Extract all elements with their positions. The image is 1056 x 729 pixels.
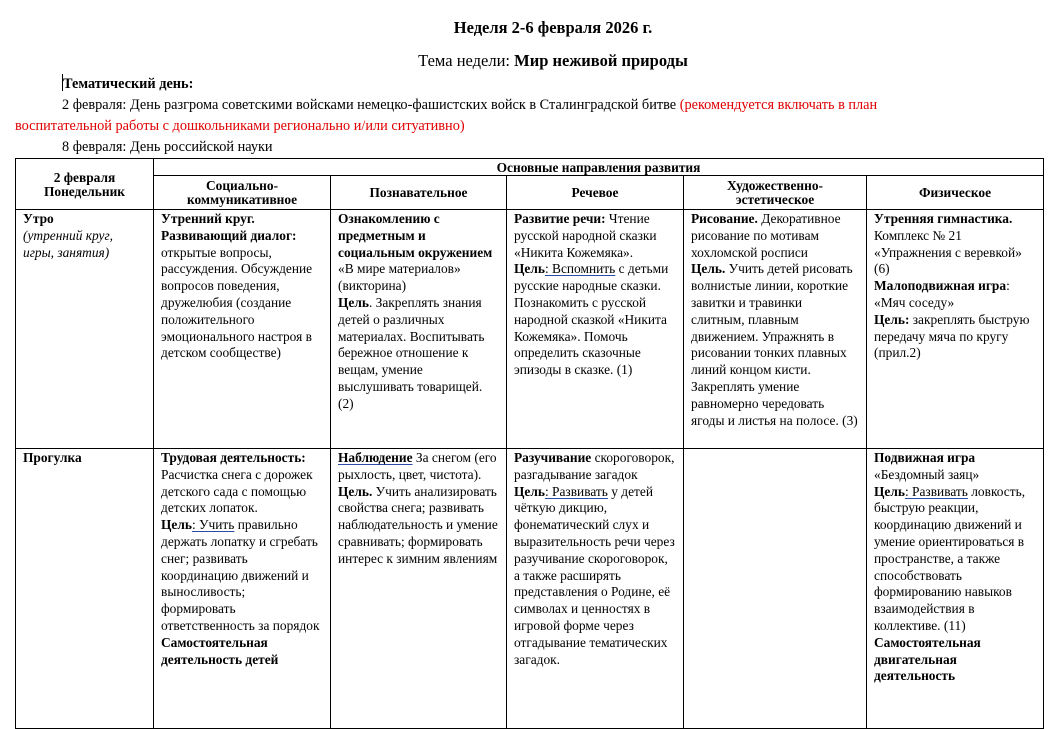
document-title: Неделя 2-6 февраля 2026 г. (453, 18, 653, 37)
morning-art-cell (684, 210, 867, 449)
morning-social-title: Утренний круг. (161, 211, 255, 226)
walk-label: Прогулка (23, 450, 82, 465)
feb2-note-line2: воспитательной работы с дошкольниками регионально и/или ситуативно) (15, 118, 465, 134)
walk-social-goal-verb: : Учить (191, 517, 235, 533)
morning-physical-goal-label: Цель: (874, 311, 910, 327)
morning-art-title: Рисование. (691, 211, 758, 226)
day-cell (16, 159, 154, 210)
week-theme (0, 51, 1056, 71)
walk-social-cell (154, 449, 331, 729)
walk-social-text: правильно держать лопатку и сгребать снег; развивать координацию движений и выносливость; формировать ответственность за порядок (161, 517, 320, 633)
morning-social-text: открытые вопросы, рассуждения. Обсуждение вопросов поведения, дружелюбия (создание положительного эмоционального настроя в детском сообществе) (161, 244, 313, 361)
morning-cognitive-title: Ознакомлению с предметным и социальным окружением (338, 211, 493, 260)
morning-cognitive-topic: «В мире материалов» (викторина) (338, 261, 461, 294)
thematic-day-label: Тематический день: (63, 76, 194, 92)
morning-social-subtitle: Развивающий диалог: (161, 227, 297, 243)
morning-speech-text: с детьми русские народные сказки. Познакомить с русской народной сказкой «Никита Кожемяка». Помочь определить сказочные эпизоды в сказке. (1) (514, 261, 669, 378)
walk-cognitive-text: Учить анализировать свойства снега; развивать наблюдательность и умение сравнивать; формировать интерес к зимним явлениям (338, 483, 498, 566)
walk-social-topic: Расчистка снега с дорожек детского сада с помощью детских лопаток. (161, 466, 313, 516)
walk-cognitive-topic: За снегом (его рыхлость, цвет, чистота). (338, 450, 497, 482)
walk-social-goal-label: Цель (161, 517, 192, 533)
directions-row (16, 176, 1044, 210)
morning-sublabel: (утренний круг, игры, занятия) (23, 227, 114, 260)
morning-row (16, 210, 1044, 449)
day-label: 2 февраля Понедельник (43, 169, 126, 199)
direction-social: Социально-коммуникативное (154, 176, 331, 210)
morning-physical-topic: Комплекс № 21 «Упражнения с веревкой» (6) (874, 227, 1022, 277)
morning-physical-title: Утренняя гимнастика. (874, 211, 1013, 226)
morning-speech-title: Развитие речи: (514, 211, 606, 226)
walk-cognitive-title: Наблюдение (338, 450, 413, 465)
morning-speech-topic: Чтение русской народной сказки «Никита Кожемяка». (514, 211, 657, 260)
morning-cognitive-goal-label: Цель (338, 294, 369, 310)
walk-speech-title: Разучивание (514, 450, 592, 465)
walk-speech-goal-verb: : Развивать (544, 483, 608, 499)
morning-art-goal-label: Цель. (691, 261, 726, 277)
walk-speech-cell (507, 449, 684, 729)
walk-physical-text: ловкость, быструю реакции, координацию движений и умение ориентироваться в пространстве, а также способствовать формированию навыков взаимодействия в коллективе. (11) (874, 483, 1026, 633)
morning-speech-goal-verb: : Вспомнить (544, 261, 616, 277)
morning-speech-goal-label: Цель (514, 261, 545, 277)
walk-physical-goal-verb: : Развивать (904, 483, 968, 499)
walk-art-cell (684, 449, 867, 729)
walk-speech-topic: скороговорок, разгадывание загадок (514, 450, 675, 482)
feb2-note-continued (15, 116, 1040, 137)
main-header-label: Основные направления развития (496, 159, 701, 175)
morning-speech-cell (507, 210, 684, 449)
walk-physical-cell (867, 449, 1044, 729)
feb8-line: 8 февраля: День российской науки (62, 139, 273, 155)
morning-label-cell (16, 210, 154, 449)
walk-social-independent: Самостоятельная деятельность детей (161, 634, 279, 667)
walk-row (16, 449, 1044, 729)
walk-physical-independent: Самостоятельная двигательная деятельность (874, 634, 981, 684)
walk-physical-goal-label: Цель (874, 483, 905, 499)
walk-physical-topic: «Бездомный заяц» (874, 466, 980, 482)
walk-social-title: Трудовая деятельность: (161, 450, 306, 465)
direction-cognitive: Познавательное (331, 176, 507, 210)
walk-speech-text: у детей чёткую дикцию, фонематический слух и выразительность речи через разучивание скороговорок, а также расширять представления о Родине, её символах и ценностях в игровой форме через отгадывание тематических загадок. (514, 483, 675, 667)
morning-physical-text: закреплять быструю передачу мяча по кругу (прил.2) (874, 311, 1030, 361)
thematic-day-heading (15, 74, 1056, 95)
morning-cognitive-cell (331, 210, 507, 449)
walk-physical-title: Подвижная игра (874, 450, 976, 465)
morning-physical-game: : «Мяч соседу» (874, 278, 1010, 310)
morning-label: Утро (23, 211, 54, 226)
walk-cognitive-cell (331, 449, 507, 729)
direction-art: Художественно-эстетическое (684, 176, 867, 210)
week-theme-value: Мир неживой природы (514, 51, 688, 70)
direction-speech: Речевое (507, 176, 684, 210)
plan-table (15, 158, 1044, 729)
feb2-text: 2 февраля: День разгрома советскими войсками немецко-фашистских войск в Сталинградской битве (62, 97, 680, 113)
main-header-cell (154, 159, 1044, 176)
morning-art-topic: Декоративное рисование по мотивам хохломской росписи (691, 211, 841, 260)
direction-physical: Физическое (867, 176, 1044, 210)
header-row (16, 159, 1044, 176)
morning-physical-cell (867, 210, 1044, 449)
morning-physical-game-label: Малоподвижная игра (874, 278, 1007, 294)
week-theme-prefix: Тема недели: (418, 51, 515, 70)
feb2-line (15, 95, 1056, 116)
morning-social-cell (154, 210, 331, 449)
walk-speech-goal-label: Цель (514, 483, 545, 499)
feb2-note-line1: (рекомендуется включать в план (679, 97, 878, 113)
morning-cognitive-text: . Закреплять знания детей о различных материалах. Воспитывать бережное отношение к вещам, умение выслушивать товарищей. (2) (338, 294, 485, 411)
walk-label-cell (16, 449, 154, 729)
morning-art-text: Учить детей рисовать волнистые линии, короткие завитки и травинки слитным, плавным движением. Упражнять в рисовании тонких плавных линий концом кисти. Закреплять умение равномерно чередовать ягоды и листья на полосе. (3) (691, 261, 858, 428)
walk-cognitive-goal-label: Цель. (338, 483, 373, 499)
